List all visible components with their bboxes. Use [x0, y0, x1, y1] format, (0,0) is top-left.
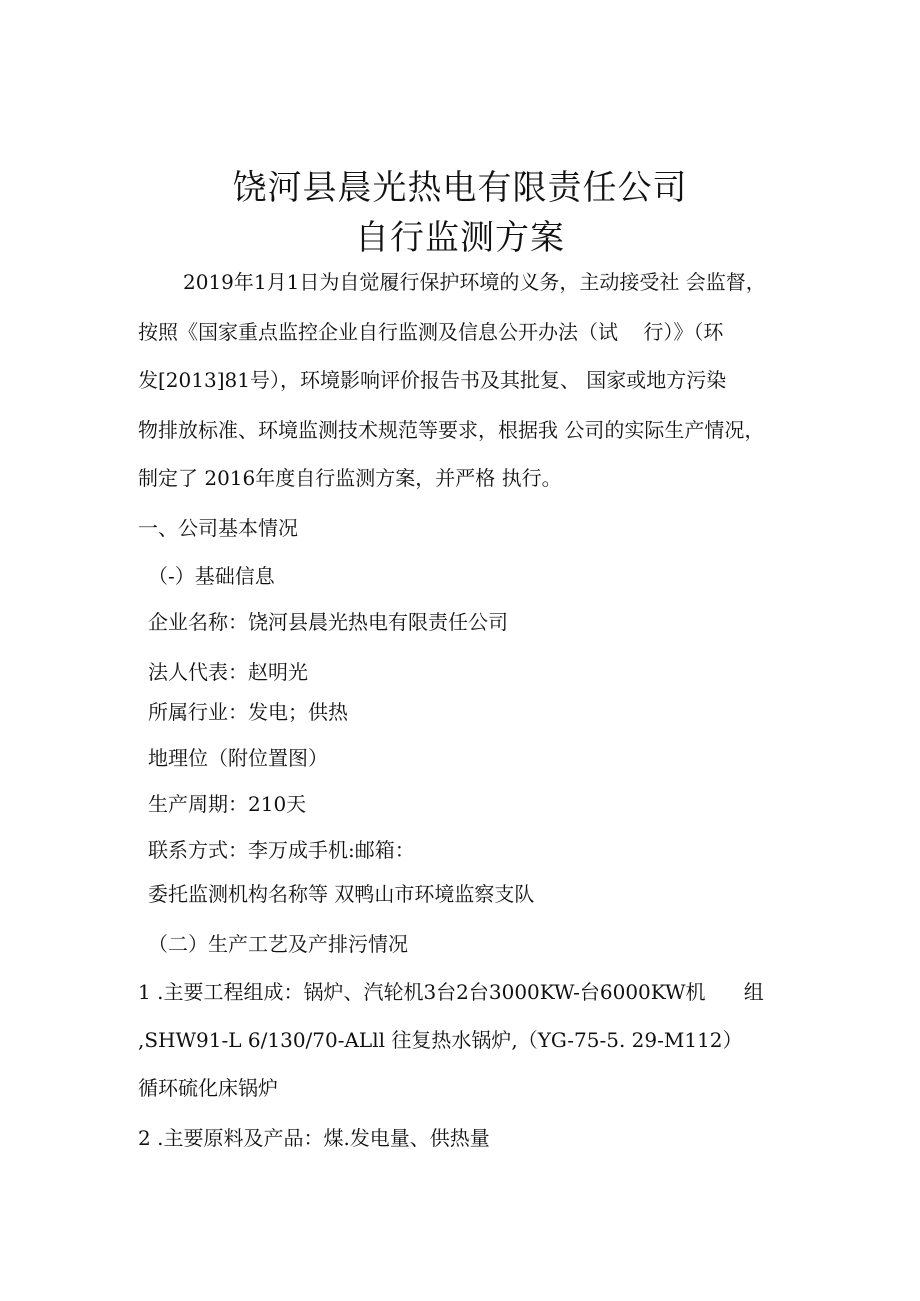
info-line: 地理位（附位置图）: [148, 746, 328, 770]
intro-paragraph-line: 制定了 2016年度自行监测方案，并严格 执行。: [138, 466, 562, 490]
info-line: 所属行业：发电；供热: [148, 700, 348, 724]
item-line: 2 .主要原料及产品：煤.发电量、供热量: [138, 1126, 490, 1150]
section-heading: 一、公司基本情况: [138, 516, 298, 540]
document-title-line2: 自行监测方案: [355, 218, 565, 258]
info-line: 生产周期：210天: [148, 792, 307, 816]
info-line: 法人代表：赵明光: [148, 660, 308, 684]
info-line: 联系方式：李万成手机:邮箱：: [148, 838, 415, 862]
intro-paragraph-line: 发[2013]81号），环境影响评价报告书及其批复、 国家或地方污染: [138, 368, 727, 392]
intro-paragraph-line: 物排放标准、环境监测技术规范等要求，根据我 公司的实际生产情况，: [138, 418, 765, 442]
intro-paragraph-line: 2019年1月1日为自觉履行保护环境的义务，主动接受社 会监督，: [183, 270, 766, 294]
document-title-line1: 饶河县晨光热电有限责任公司: [232, 168, 688, 208]
info-line: 委托监测机构名称等 双鸭山市环境监察支队: [148, 882, 535, 906]
intro-paragraph-line: 按照《国家重点监控企业自行监测及信息公开办法（试 行）》（环: [138, 320, 724, 344]
item-line: ,SHW91-L 6/130/70-ALll 往复热水锅炉,（YG-75-5. 29-M112）: [138, 1028, 743, 1052]
item-line: 1 .主要工程组成：锅炉、汽轮机3台2台3000KW-台6000KW机 组: [138, 980, 764, 1004]
item-line: 循环硫化床锅炉: [138, 1076, 278, 1100]
info-line: 企业名称：饶河县晨光热电有限责任公司: [148, 610, 508, 634]
subsection-heading: （二）生产工艺及产排污情况: [148, 932, 408, 956]
subsection-heading: （-）基础信息: [148, 564, 275, 588]
